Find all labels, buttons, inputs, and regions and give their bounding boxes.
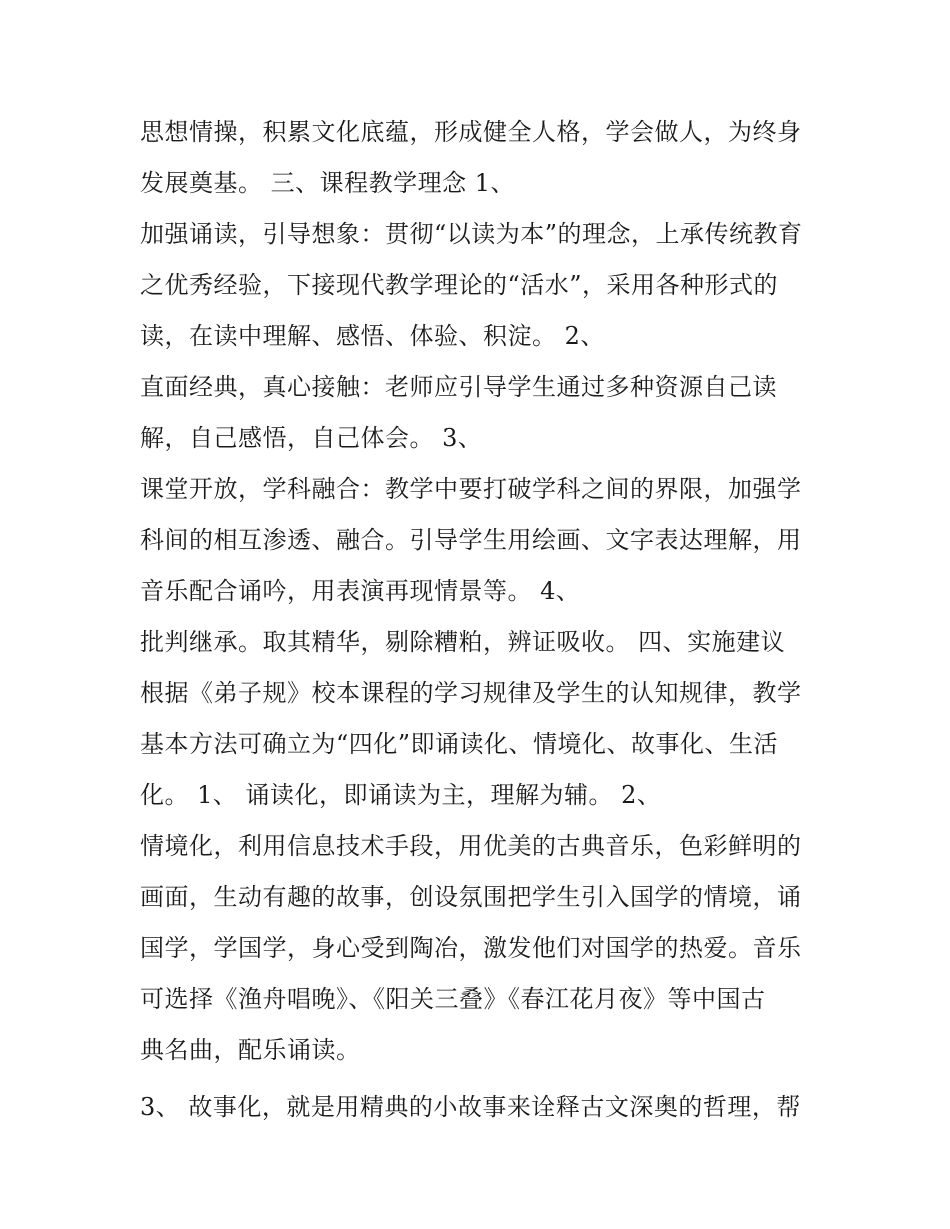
text-line: 批判继承。取其精华，剔除糟粕，辨证吸收。 四、实施建议 — [140, 628, 786, 656]
text-line: 根据《弟子规》校本课程的学习规律及学生的认知规律，教学 — [140, 679, 802, 707]
text-line: 基本方法可确立为“四化”即诵读化、情境化、故事化、生活 — [140, 730, 779, 758]
text-line: 化。 1、 诵读化，即诵读为主，理解为辅。 2、 — [140, 781, 662, 809]
text-line: 音乐配合诵吟，用表演再现情景等。 4、 — [140, 577, 581, 605]
text-line: 思想情操，积累文化底蕴，形成健全人格，学会做人，为终身 — [140, 118, 802, 146]
text-line: 课堂开放，学科融合：教学中要打破学科之间的界限，加强学 — [140, 475, 802, 503]
text-line: 画面，生动有趣的故事，创设氛围把学生引入国学的情境，诵 — [140, 883, 802, 911]
text-line: 加强诵读，引导想象：贯彻“以读为本”的理念，上承传统教育 — [140, 220, 803, 248]
text-line: 之优秀经验，下接现代教学理论的“活水”，采用各种形式的 — [140, 271, 779, 299]
text-line: 情境化，利用信息技术手段，用优美的古典音乐，色彩鲜明的 — [140, 832, 802, 860]
text-line: 可选择《渔舟唱晚》、《阳关三叠》《春江花月夜》等中国古 — [140, 985, 766, 1013]
body-text — [140, 107, 830, 1133]
text-line: 3、 故事化，就是用精典的小故事来诠释古文深奥的哲理，帮 — [140, 1093, 801, 1121]
text-line: 典名曲，配乐诵读。 — [140, 1036, 361, 1064]
text-line: 国学，学国学，身心受到陶冶，激发他们对国学的热爱。音乐 — [140, 934, 802, 962]
text-line: 直面经典，真心接触：老师应引导学生通过多种资源自己读 — [140, 373, 777, 401]
text-line: 解，自己感悟，自己体会。 3、 — [140, 424, 483, 452]
text-line: 发展奠基。 三、课程教学理念 1、 — [140, 169, 516, 197]
text-line: 读，在读中理解、感悟、体验、积淀。 2、 — [140, 322, 605, 350]
text-line: 科间的相互渗透、融合。引导学生用绘画、文字表达理解，用 — [140, 526, 802, 554]
